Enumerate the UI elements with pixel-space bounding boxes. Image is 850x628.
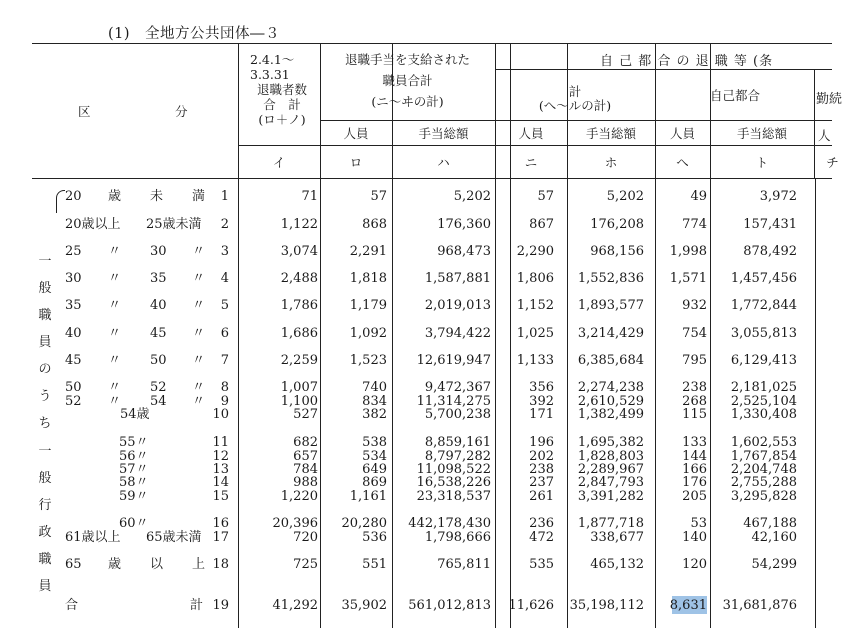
column-letter: ハ	[437, 155, 450, 170]
data-cell: 71	[301, 189, 318, 204]
data-cell: 868	[362, 217, 387, 232]
data-cell: 5,202	[606, 189, 644, 204]
kubun-label: 分	[175, 104, 188, 119]
header-line-paid: 職員合計	[382, 73, 433, 88]
data-cell: 536	[362, 530, 387, 545]
data-cell: 1,602,553	[730, 435, 797, 450]
row-label: 合	[65, 598, 79, 613]
data-cell: 725	[293, 557, 318, 572]
data-cell: 2,289,967	[577, 462, 644, 477]
row-label: 54歳	[120, 407, 150, 422]
rule-line	[32, 178, 832, 179]
header-sub-sub_jinin: 人員	[669, 126, 695, 141]
header-line-paid: (ニ～ヰの計)	[371, 94, 444, 109]
side-label-char: 一	[38, 254, 52, 269]
side-label-char: ち	[38, 416, 52, 431]
rule-line	[320, 120, 832, 121]
header-line-paid: 退職手当を支給された	[344, 52, 470, 67]
data-cell: 42,160	[751, 530, 797, 545]
header-sub-partial: 人	[818, 128, 831, 143]
data-cell: 867	[529, 217, 554, 232]
row-label: 45	[65, 353, 82, 368]
data-cell: 1,552,836	[577, 271, 644, 286]
column-letter: ト	[755, 155, 769, 170]
data-cell: 795	[682, 353, 707, 368]
data-cell: 1,457,456	[730, 271, 797, 286]
column-letter: ホ	[604, 155, 618, 170]
column-letter: ニ	[524, 155, 538, 170]
data-cell: 157,431	[743, 217, 797, 232]
data-cell: 1,100	[280, 394, 318, 409]
row-number: 13	[212, 462, 229, 477]
data-cell: 176,208	[590, 217, 644, 232]
data-cell: 35,902	[341, 598, 387, 613]
row-label: 未	[150, 189, 164, 204]
row-label: 59〃	[119, 489, 149, 504]
data-cell: 6,385,684	[577, 353, 644, 368]
data-cell: 53	[690, 516, 707, 531]
row-number: 14	[212, 475, 229, 490]
row-label: 30	[65, 271, 82, 286]
row-label: 45	[150, 326, 167, 341]
data-cell: 8,797,282	[424, 449, 491, 464]
data-cell: 1,806	[516, 271, 554, 286]
header-line-total: 2.4.1～	[250, 52, 295, 67]
data-cell: 3,391,282	[577, 489, 644, 504]
data-cell: 869	[362, 475, 387, 490]
data-cell: 968,156	[590, 244, 644, 259]
kubun-label: 区	[78, 104, 91, 119]
data-cell: 765,811	[437, 557, 491, 572]
row-label: 満	[192, 189, 206, 204]
data-cell: 57	[370, 189, 387, 204]
data-cell: 1,161	[349, 489, 387, 504]
data-cell: 57	[537, 189, 554, 204]
data-cell: 268	[682, 394, 707, 409]
data-cell: 2,488	[280, 271, 318, 286]
data-cell: 2,610,529	[577, 394, 644, 409]
data-cell: 3,295,828	[730, 489, 797, 504]
data-cell: 682	[293, 435, 318, 450]
row-label: 25	[65, 244, 82, 259]
side-label-char: 職	[38, 552, 52, 567]
row-number: 16	[212, 516, 229, 531]
header-sub-sub_teate: 手当総額	[418, 126, 469, 141]
row-label: 〃	[192, 244, 206, 259]
data-cell: 1,818	[349, 271, 387, 286]
data-cell: 338,677	[590, 530, 644, 545]
row-label: 上	[192, 557, 206, 572]
data-cell: 649	[362, 462, 387, 477]
data-cell: 176,360	[437, 217, 491, 232]
data-cell: 878,492	[743, 244, 797, 259]
data-cell: 115	[682, 407, 707, 422]
column-letter: ロ	[349, 155, 363, 170]
row-label: 25歳未満	[146, 217, 202, 232]
row-label: 35	[65, 298, 82, 313]
data-cell: 932	[682, 298, 707, 313]
column-letter: イ	[272, 155, 286, 170]
side-label-char: う	[38, 389, 52, 404]
row-label: 〃	[108, 394, 122, 409]
data-cell: 551	[362, 557, 387, 572]
column-letter: へ	[676, 155, 689, 170]
data-cell: 20,280	[341, 516, 387, 531]
data-cell: 176	[682, 475, 707, 490]
data-cell: 1,092	[349, 326, 387, 341]
data-cell: 11,098,522	[416, 462, 491, 477]
data-cell: 140	[682, 530, 707, 545]
row-label: 〃	[192, 271, 206, 286]
data-cell: 237	[529, 475, 554, 490]
data-cell: 784	[293, 462, 318, 477]
row-label: 歳	[108, 189, 122, 204]
data-cell: 41,292	[272, 598, 318, 613]
data-cell: 2,847,793	[577, 475, 644, 490]
data-cell: 2,755,288	[730, 475, 797, 490]
data-cell: 1,798,666	[424, 530, 491, 545]
side-label-char: 般	[38, 471, 52, 486]
data-cell: 9,472,367	[424, 380, 491, 395]
row-label: 56〃	[119, 449, 149, 464]
data-cell: 49	[690, 189, 707, 204]
header-sub-sub_jinin: 人員	[343, 126, 369, 141]
row-label: 〃	[108, 244, 122, 259]
header-sub-sub_jinin: 人員	[518, 126, 544, 141]
table-title: (1) 全地方公共団体―３	[108, 26, 281, 42]
side-label-char: 員	[38, 579, 52, 594]
row-label: 20	[65, 189, 82, 204]
data-cell: 205	[682, 489, 707, 504]
data-cell: 442,178,430	[408, 516, 491, 531]
data-cell: 535	[529, 557, 554, 572]
data-cell: 8,631	[669, 598, 707, 613]
header-line-total: (ロ＋ノ)	[258, 112, 306, 127]
row-number: 17	[212, 530, 229, 545]
data-cell: 1,330,408	[730, 407, 797, 422]
header-line-total: 退職者数	[256, 82, 307, 97]
data-cell: 166	[682, 462, 707, 477]
data-cell: 1,179	[349, 298, 387, 313]
row-number: 15	[212, 489, 229, 504]
side-label-char: 一	[38, 444, 52, 459]
data-cell: 202	[529, 449, 554, 464]
data-cell: 2,181,025	[730, 380, 797, 395]
data-cell: 20,396	[272, 516, 318, 531]
row-number: 10	[212, 407, 229, 422]
data-cell: 2,204,748	[730, 462, 797, 477]
row-label: 〃	[108, 353, 122, 368]
data-cell: 6,129,413	[730, 353, 797, 368]
header-line-kei: 計	[568, 84, 582, 99]
column-letter: チ	[826, 155, 839, 170]
header-line-total: 3.3.31	[250, 67, 290, 82]
data-cell: 236	[529, 516, 554, 531]
data-cell: 5,700,238	[424, 407, 491, 422]
row-label: 65歳未満	[146, 530, 202, 545]
row-label: 40	[150, 298, 167, 313]
data-cell: 133	[682, 435, 707, 450]
data-cell: 11,314,275	[416, 394, 491, 409]
data-cell: 392	[529, 394, 554, 409]
data-cell: 2,290	[516, 244, 554, 259]
row-number: 5	[220, 298, 229, 313]
data-cell: 3,794,422	[424, 326, 491, 341]
data-cell: 1,122	[280, 217, 318, 232]
data-cell: 12,619,947	[416, 353, 491, 368]
header-line-kei: (へ～ルの計)	[538, 98, 612, 113]
data-cell: 3,074	[280, 244, 318, 259]
data-cell: 23,318,537	[416, 489, 491, 504]
bracket	[56, 190, 65, 213]
row-label: 〃	[108, 298, 122, 313]
row-number: 19	[212, 598, 229, 613]
data-cell: 16,538,226	[416, 475, 491, 490]
row-number: 8	[220, 380, 229, 395]
data-cell: 2,291	[349, 244, 387, 259]
data-cell: 1,877,718	[577, 516, 644, 531]
header-sub-sub_teate: 手当総額	[585, 126, 636, 141]
data-cell: 1,772,844	[730, 298, 797, 313]
row-label: 〃	[192, 380, 206, 395]
data-cell: 120	[682, 557, 707, 572]
data-cell: 1,152	[516, 298, 554, 313]
data-cell: 382	[362, 407, 387, 422]
row-number: 18	[212, 557, 229, 572]
row-label: 58〃	[119, 475, 149, 490]
data-cell: 774	[682, 217, 707, 232]
row-label: 54	[150, 394, 167, 409]
row-label: 30	[150, 244, 167, 259]
rule-line	[32, 43, 832, 44]
row-label: 20歳以上	[65, 217, 121, 232]
data-cell: 1,767,854	[730, 449, 797, 464]
data-cell: 534	[362, 449, 387, 464]
header-jikotsugou: 自己都合	[709, 88, 760, 103]
row-label: 〃	[192, 394, 206, 409]
row-label: 55〃	[119, 435, 149, 450]
data-cell: 465,132	[590, 557, 644, 572]
row-number: 4	[220, 271, 229, 286]
data-cell: 31,681,876	[722, 598, 797, 613]
data-cell: 467,188	[743, 516, 797, 531]
data-cell: 238	[529, 462, 554, 477]
data-cell: 754	[682, 326, 707, 341]
data-cell: 171	[529, 407, 554, 422]
row-label: 〃	[108, 271, 122, 286]
data-cell: 657	[293, 449, 318, 464]
side-label-char: の	[38, 362, 52, 377]
row-label: 歳	[108, 557, 122, 572]
row-label: 35	[150, 271, 167, 286]
data-cell: 1,025	[516, 326, 554, 341]
data-cell: 1,893,577	[577, 298, 644, 313]
row-label: 〃	[108, 326, 122, 341]
data-cell: 54,299	[751, 557, 797, 572]
data-cell: 144	[682, 449, 707, 464]
data-cell: 538	[362, 435, 387, 450]
data-cell: 834	[362, 394, 387, 409]
row-label: 〃	[192, 298, 206, 313]
row-number: 11	[212, 435, 229, 450]
data-cell: 2,259	[280, 353, 318, 368]
side-label-char: 行	[38, 498, 52, 513]
data-cell: 1,686	[280, 326, 318, 341]
header-line-total: 合 計	[263, 97, 301, 112]
row-label: 40	[65, 326, 82, 341]
row-number: 6	[220, 326, 229, 341]
header-kinzoku: 勤続	[816, 92, 843, 107]
data-cell: 196	[529, 435, 554, 450]
data-cell: 1,523	[349, 353, 387, 368]
side-label-char: 般	[38, 281, 52, 296]
row-number: 2	[220, 217, 229, 232]
data-cell: 3,055,813	[730, 326, 797, 341]
data-cell: 720	[293, 530, 318, 545]
side-label-char: 員	[38, 335, 52, 350]
row-number: 9	[220, 394, 229, 409]
row-label: 50	[65, 380, 82, 395]
data-cell: 11,626	[508, 598, 554, 613]
row-number: 1	[220, 189, 229, 204]
data-cell: 472	[529, 530, 554, 545]
data-cell: 5,202	[453, 189, 491, 204]
data-cell: 1,382,499	[577, 407, 644, 422]
data-cell: 1,133	[516, 353, 554, 368]
column-rule	[815, 178, 816, 628]
data-cell: 988	[293, 475, 318, 490]
row-label: 60〃	[119, 516, 149, 531]
data-cell: 35,198,112	[569, 598, 644, 613]
data-cell: 3,214,429	[577, 326, 644, 341]
data-cell: 968,473	[437, 244, 491, 259]
data-cell: 356	[529, 380, 554, 395]
row-label: 52	[150, 380, 167, 395]
data-cell: 1,695,382	[577, 435, 644, 450]
data-cell: 1,007	[280, 380, 318, 395]
data-cell: 8,859,161	[424, 435, 491, 450]
side-label-char: 政	[38, 525, 52, 540]
header-sub-sub_teate: 手当総額	[736, 126, 787, 141]
data-cell: 238	[682, 380, 707, 395]
data-cell: 261	[529, 489, 554, 504]
row-label: 61歳以上	[65, 530, 121, 545]
data-cell: 1,786	[280, 298, 318, 313]
row-label: 65	[65, 557, 82, 572]
data-cell: 2,274,238	[577, 380, 644, 395]
row-label: 〃	[192, 353, 206, 368]
row-label: 以	[150, 557, 164, 572]
data-cell: 1,220	[280, 489, 318, 504]
data-cell: 740	[362, 380, 387, 395]
data-cell: 1,998	[669, 244, 707, 259]
row-label: 〃	[192, 326, 206, 341]
data-cell: 561,012,813	[408, 598, 491, 613]
row-label: 52	[65, 394, 82, 409]
row-label: 50	[150, 353, 167, 368]
row-number: 12	[212, 449, 229, 464]
row-number: 3	[220, 244, 229, 259]
header-jiko-group: 自 己 都 合 の 退 職 等 (条	[600, 54, 774, 69]
data-cell: 527	[293, 407, 318, 422]
row-label: 〃	[108, 380, 122, 395]
side-label-char: 職	[38, 308, 52, 323]
data-cell: 3,972	[759, 189, 797, 204]
data-cell: 2,525,104	[730, 394, 797, 409]
data-cell: 1,587,881	[424, 271, 491, 286]
row-number: 7	[220, 353, 229, 368]
row-label: 57〃	[119, 462, 149, 477]
data-cell: 1,571	[669, 271, 707, 286]
row-label: 計	[190, 598, 204, 613]
rule-line	[238, 145, 832, 146]
rule-line	[495, 69, 832, 70]
data-cell: 2,019,013	[424, 298, 491, 313]
data-cell: 1,828,803	[577, 449, 644, 464]
